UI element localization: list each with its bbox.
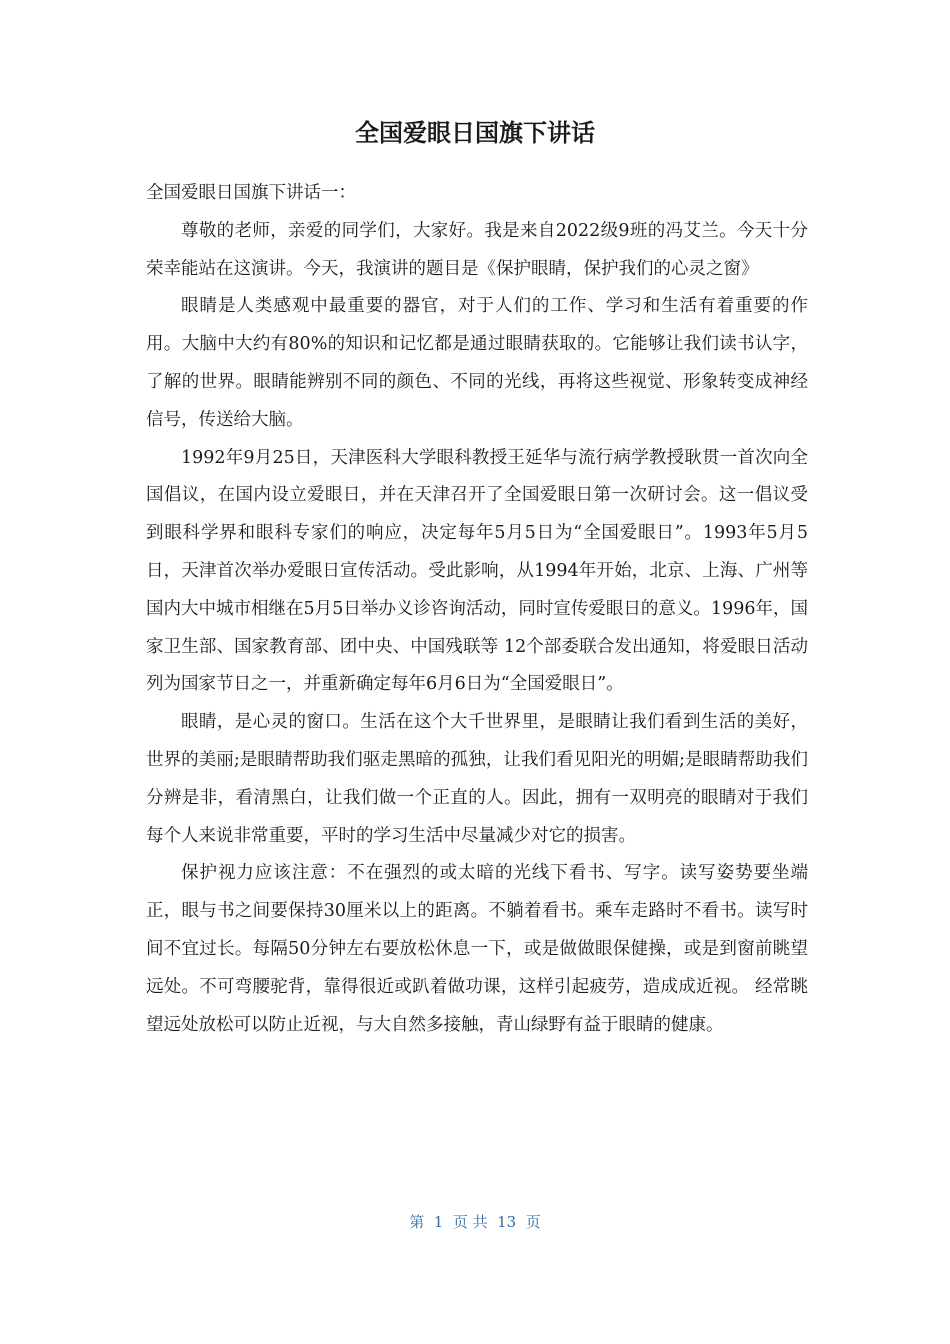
paragraph: 眼睛，是心灵的窗口。生活在这个大千世界里，是眼睛让我们看到生活的美好，世界的美丽;是眼睛帮助我们驱走黑暗的孤独，让我们看见阳光的明媚;是眼睛帮助我们分辨是非，看清黑白，让我们做一个正直的人。因此，拥有一双明亮的眼睛对于我们每个人来说非常重要，平时的学习生活中尽量减少对它的损害。 <box>146 712 808 846</box>
paragraph: 眼睛是人类感观中最重要的器官，对于人们的工作、学习和生活有着重要的作用。大脑中大约有80%的知识和记忆都是通过眼睛获取的。它能够让我们读书认字，了解的世界。眼睛能辨别不同的颜色、不同的光线，再将这些视觉、形象转变成神经信号，传送给大脑。 <box>146 296 808 430</box>
document-title: 全国爱眼日国旗下讲话 <box>355 119 595 147</box>
document-body <box>146 175 808 1044</box>
paragraph: 1992年9月25日，天津医科大学眼科教授王延华与流行病学教授耿贯一首次向全国倡议，在国内设立爱眼日，并在天津召开了全国爱眼日第一次研讨会。这一倡议受到眼科学界和眼科专家们的响应，决定每年5月5日为“全国爱眼日”。1993年5月5日，天津首次举办爱眼日宣传活动。受此影响，从1994年开始，北京、上海、广州等国内大中城市相继在5月5日举办义诊咨询活动，同时宣传爱眼日的意义。1996年，国家卫生部、国家教育部、团中央、中国残联等 12个部委联合发出通知，将爱眼日活动列为国家节日之一，并重新确定每年6月6日为“全国爱眼日”。 <box>146 447 808 695</box>
page-number: 第 1 页 共 13 页 <box>409 1213 541 1231</box>
paragraph: 尊敬的老师，亲爱的同学们，大家好。我是来自2022级9班的冯艾兰。今天十分荣幸能站在这演讲。今天，我演讲的题目是《保护眼睛，保护我们的心灵之窗》 <box>146 220 808 279</box>
paragraph: 保护视力应该注意：不在强烈的或太暗的光线下看书、写字。读写姿势要坐端正，眼与书之间要保持30厘米以上的距离。不躺着看书。乘车走路时不看书。读写时间不宜过长。每隔50分钟左右要放松休息一下，或是做做眼保健操，或是到窗前眺望远处。不可弯腰驼背，靠得很近或趴着做功课，这样引起疲劳，造成成近视。 经常眺望远处放松可以防止近视，与大自然多接触，青山绿野有益于眼睛的健康。 <box>146 863 808 1035</box>
section-heading: 全国爱眼日国旗下讲话一： <box>146 183 356 203</box>
